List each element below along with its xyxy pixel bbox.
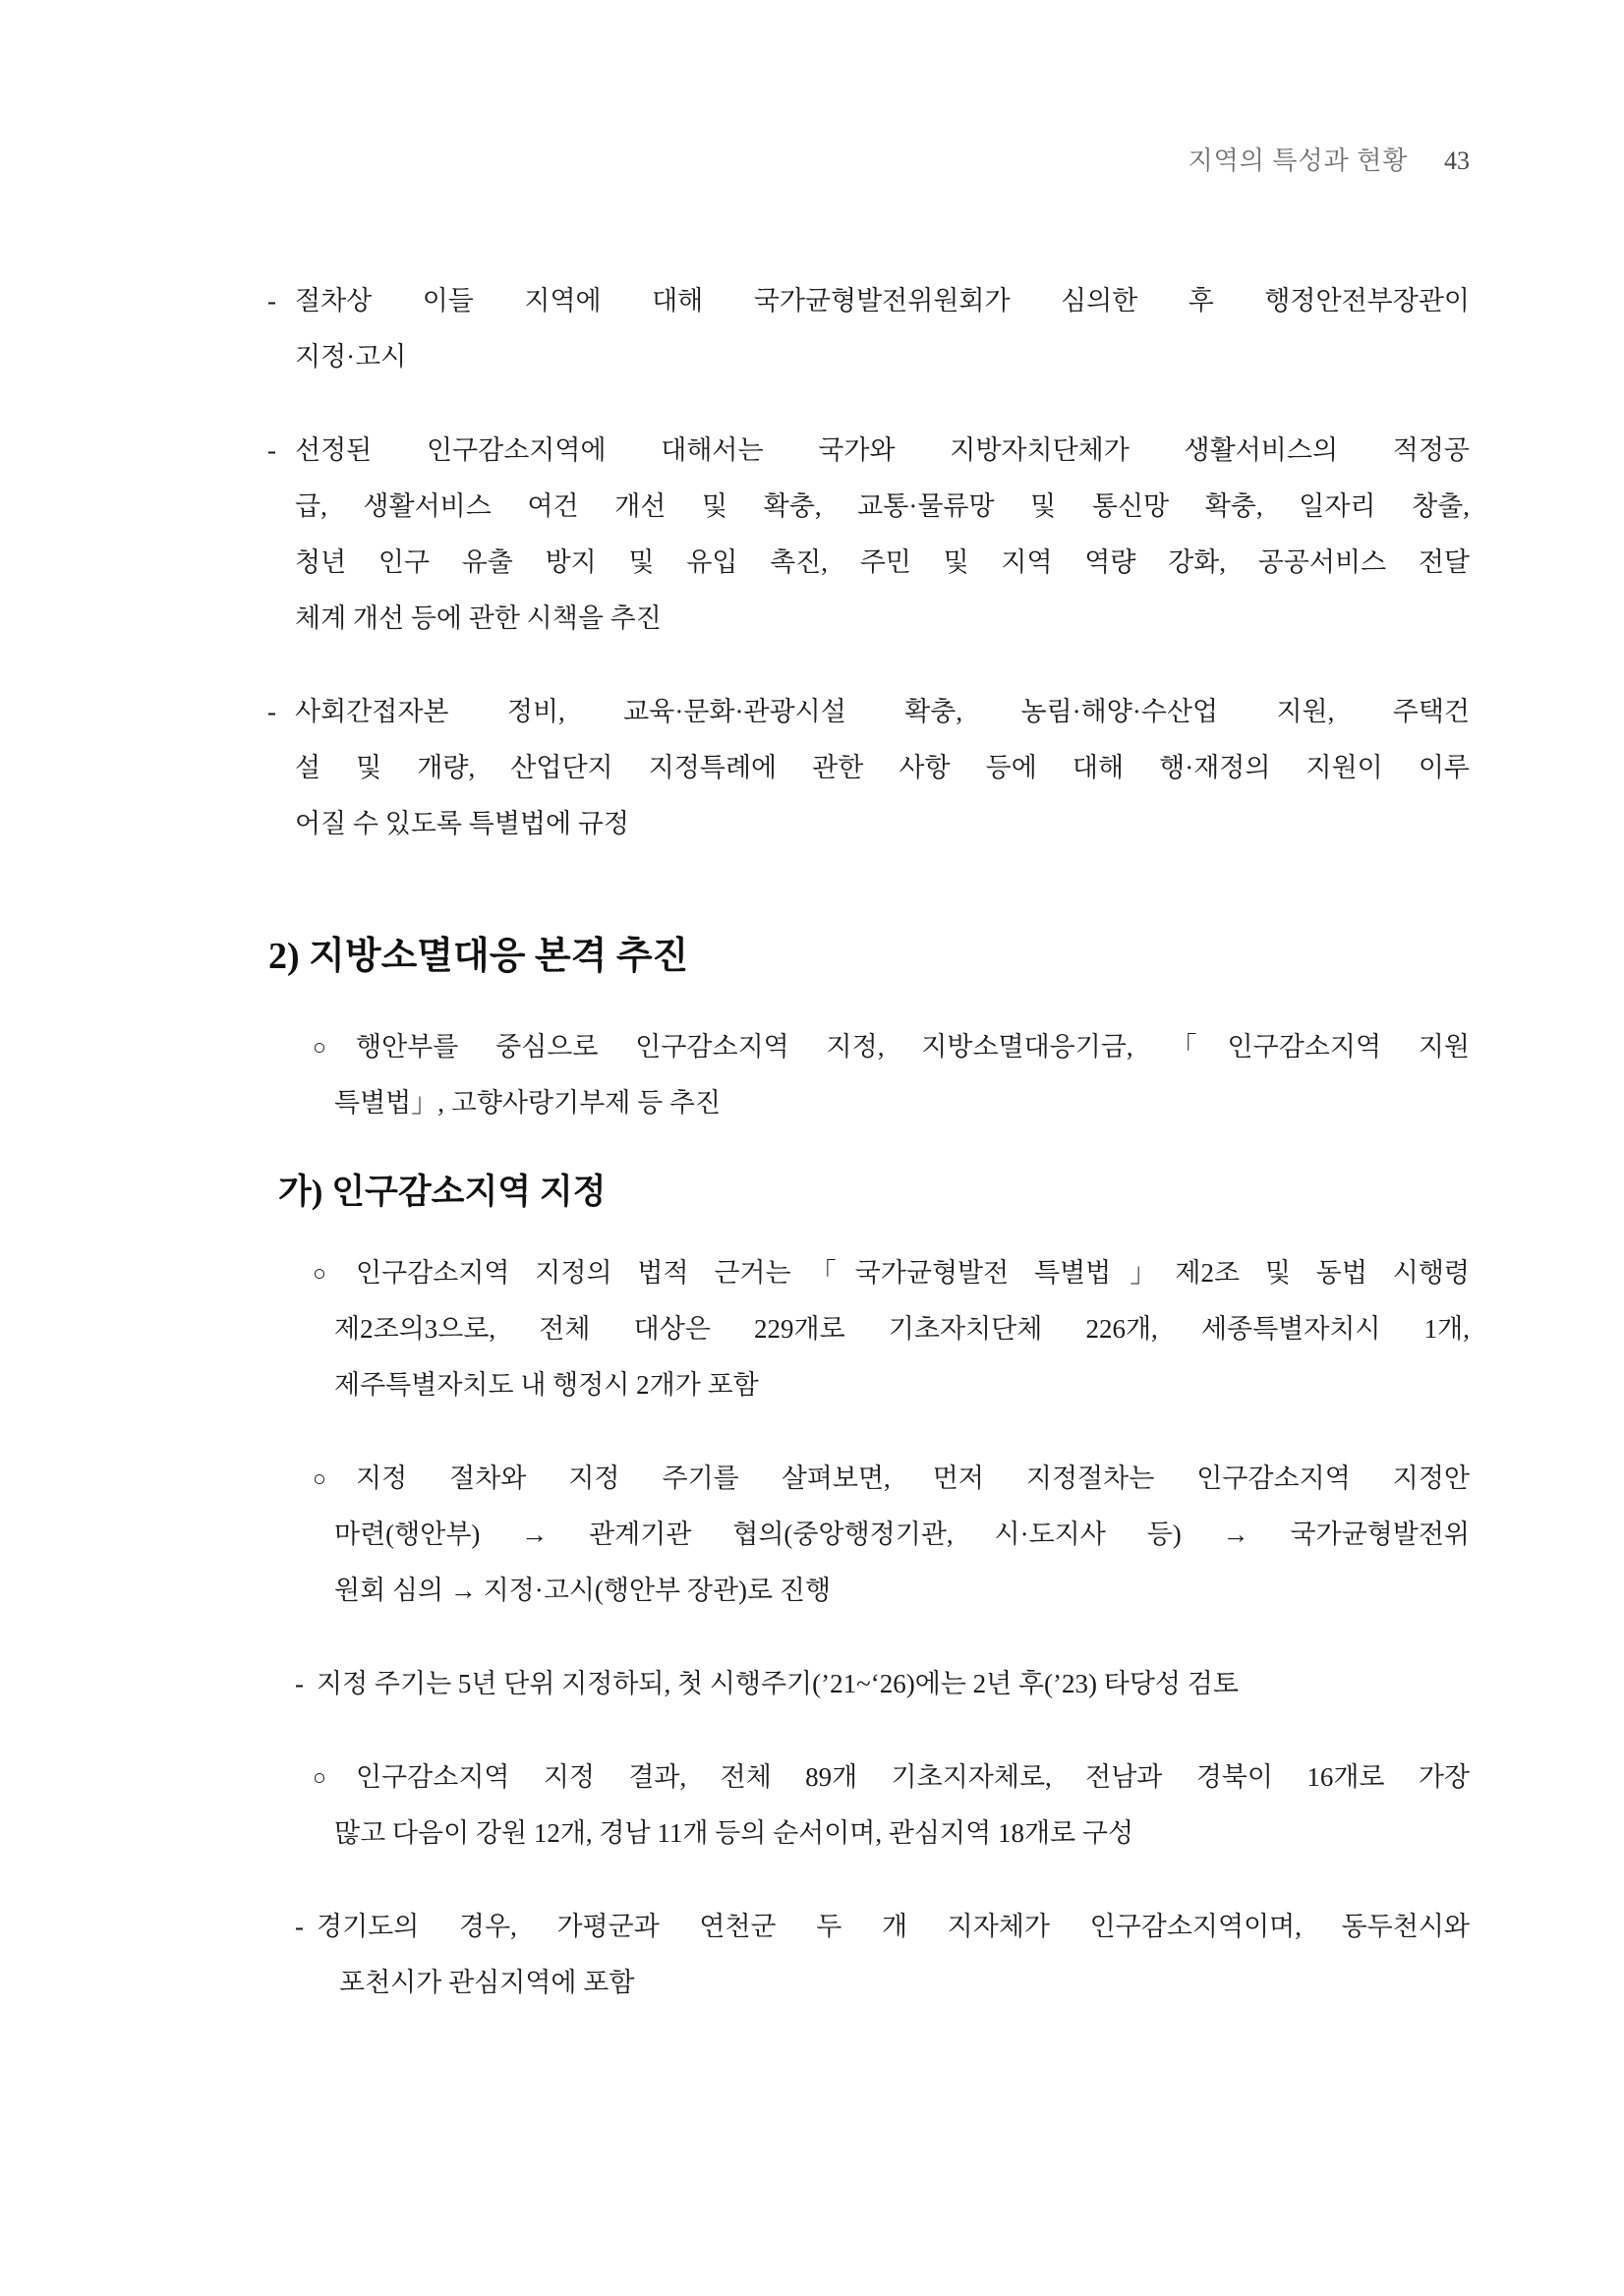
text-line: 제2조의3으로, 전체 대상은 229개로 기초자치단체 226개, 세종특별자치시 1개, <box>334 1314 1470 1344</box>
text-line: 급, 생활서비스 여건 개선 및 확충, 교통·물류망 및 통신망 확충, 일자리 창출, <box>295 491 1470 521</box>
page-content <box>0 175 1624 2011</box>
item-text <box>334 1750 1470 1862</box>
item-text <box>295 423 1470 647</box>
text-line: 마련(행안부) → 관계기관 협의(중앙행정기관, 시·도지사 등) → 국가균형발전위 <box>334 1520 1470 1549</box>
circle-marker: ○ <box>313 1035 326 1060</box>
text-line: 지정·고시 <box>295 342 407 372</box>
item-text <box>334 1451 1470 1619</box>
text-line: 원회 심의 → 지정·고시(행안부 장관)로 진행 <box>334 1576 832 1605</box>
text-line: 체계 개선 등에 관한 시책을 추진 <box>295 603 662 633</box>
bullet-item <box>0 273 1624 385</box>
dash-marker: - <box>295 1912 304 1941</box>
circle-bullet-item <box>0 1245 1624 1413</box>
text-line: 포천시가 관심지역에 포함 <box>339 1968 635 1997</box>
sub-bullet-item <box>0 1899 1624 2011</box>
text-line: 제주특별자치도 내 행정시 2개가 포함 <box>334 1370 759 1400</box>
text-line: 청년 인구 유출 방지 및 유입 촉진, 주민 및 지역 역량 강화, 공공서비스 전달 <box>295 547 1470 577</box>
text-line: 많고 다음이 강원 12개, 경남 11개 등의 순서이며, 관심지역 18개로 구성 <box>334 1818 1134 1848</box>
text-line: 특별법」, 고향사랑기부제 등 추진 <box>334 1088 722 1118</box>
running-head-title: 지역의 특성과 현황 <box>1188 146 1409 175</box>
item-text <box>317 1656 1470 1712</box>
text-line: 어질 수 있도록 특별법에 규정 <box>295 809 629 838</box>
text-line: 인구감소지역 지정 결과, 전체 89개 기초지자체로, 전남과 경북이 16개로 가장 <box>356 1762 1470 1792</box>
sub-bullet-item <box>0 1656 1624 1712</box>
item-text <box>334 1245 1470 1413</box>
bullet-item <box>0 684 1624 852</box>
bullet-item <box>0 423 1624 647</box>
text-line: 인구감소지역 지정의 법적 근거는「국가균형발전 특별법」제2조 및 동법 시행령 <box>356 1258 1470 1288</box>
text-line: 설 및 개량, 산업단지 지정특례에 관한 사항 등에 대해 행·재정의 지원이 이루 <box>295 753 1470 782</box>
subsection-heading: 가) 인구감소지역 지정 <box>278 1173 607 1211</box>
text-line: 지정 주기는 5년 단위 지정하되, 첫 시행주기(’21~‘26)에는 2년 후(’23) 타당성 검토 <box>317 1669 1239 1698</box>
page-number: 43 <box>1444 146 1470 175</box>
text-line: 선정된 인구감소지역에 대해서는 국가와 지방자치단체가 생활서비스의 적정공 <box>295 435 1470 465</box>
circle-bullet-item <box>0 1019 1624 1131</box>
text-line: 절차상 이들 지역에 대해 국가균형발전위원회가 심의한 후 행정안전부장관이 <box>295 286 1470 316</box>
circle-marker: ○ <box>313 1466 326 1491</box>
dash-marker: - <box>295 1669 304 1698</box>
dash-marker: - <box>267 697 276 726</box>
text-line: 행안부를 중심으로 인구감소지역 지정, 지방소멸대응기금, 「인구감소지역 지원 <box>356 1032 1470 1062</box>
page-header <box>0 0 1624 175</box>
circle-bullet-item <box>0 1451 1624 1619</box>
dash-marker: - <box>267 286 276 316</box>
dash-marker: - <box>267 435 276 465</box>
circle-marker: ○ <box>313 1261 326 1286</box>
circle-marker: ○ <box>313 1765 326 1790</box>
item-text <box>295 273 1470 385</box>
section-heading: 2) 지방소멸대응 본격 추진 <box>268 936 689 977</box>
item-text <box>334 1019 1470 1131</box>
text-line: 지정 절차와 지정 주기를 살펴보면, 먼저 지정절차는 인구감소지역 지정안 <box>356 1464 1470 1493</box>
item-text <box>295 684 1470 852</box>
text-line: 사회간접자본 정비, 교육·문화·관광시설 확충, 농림·해양·수산업 지원, 주택건 <box>295 697 1470 726</box>
text-line: 경기도의 경우, 가평군과 연천군 두 개 지자체가 인구감소지역이며, 동두천시와 <box>317 1912 1470 1941</box>
circle-bullet-item <box>0 1750 1624 1862</box>
item-text <box>317 1899 1470 2011</box>
